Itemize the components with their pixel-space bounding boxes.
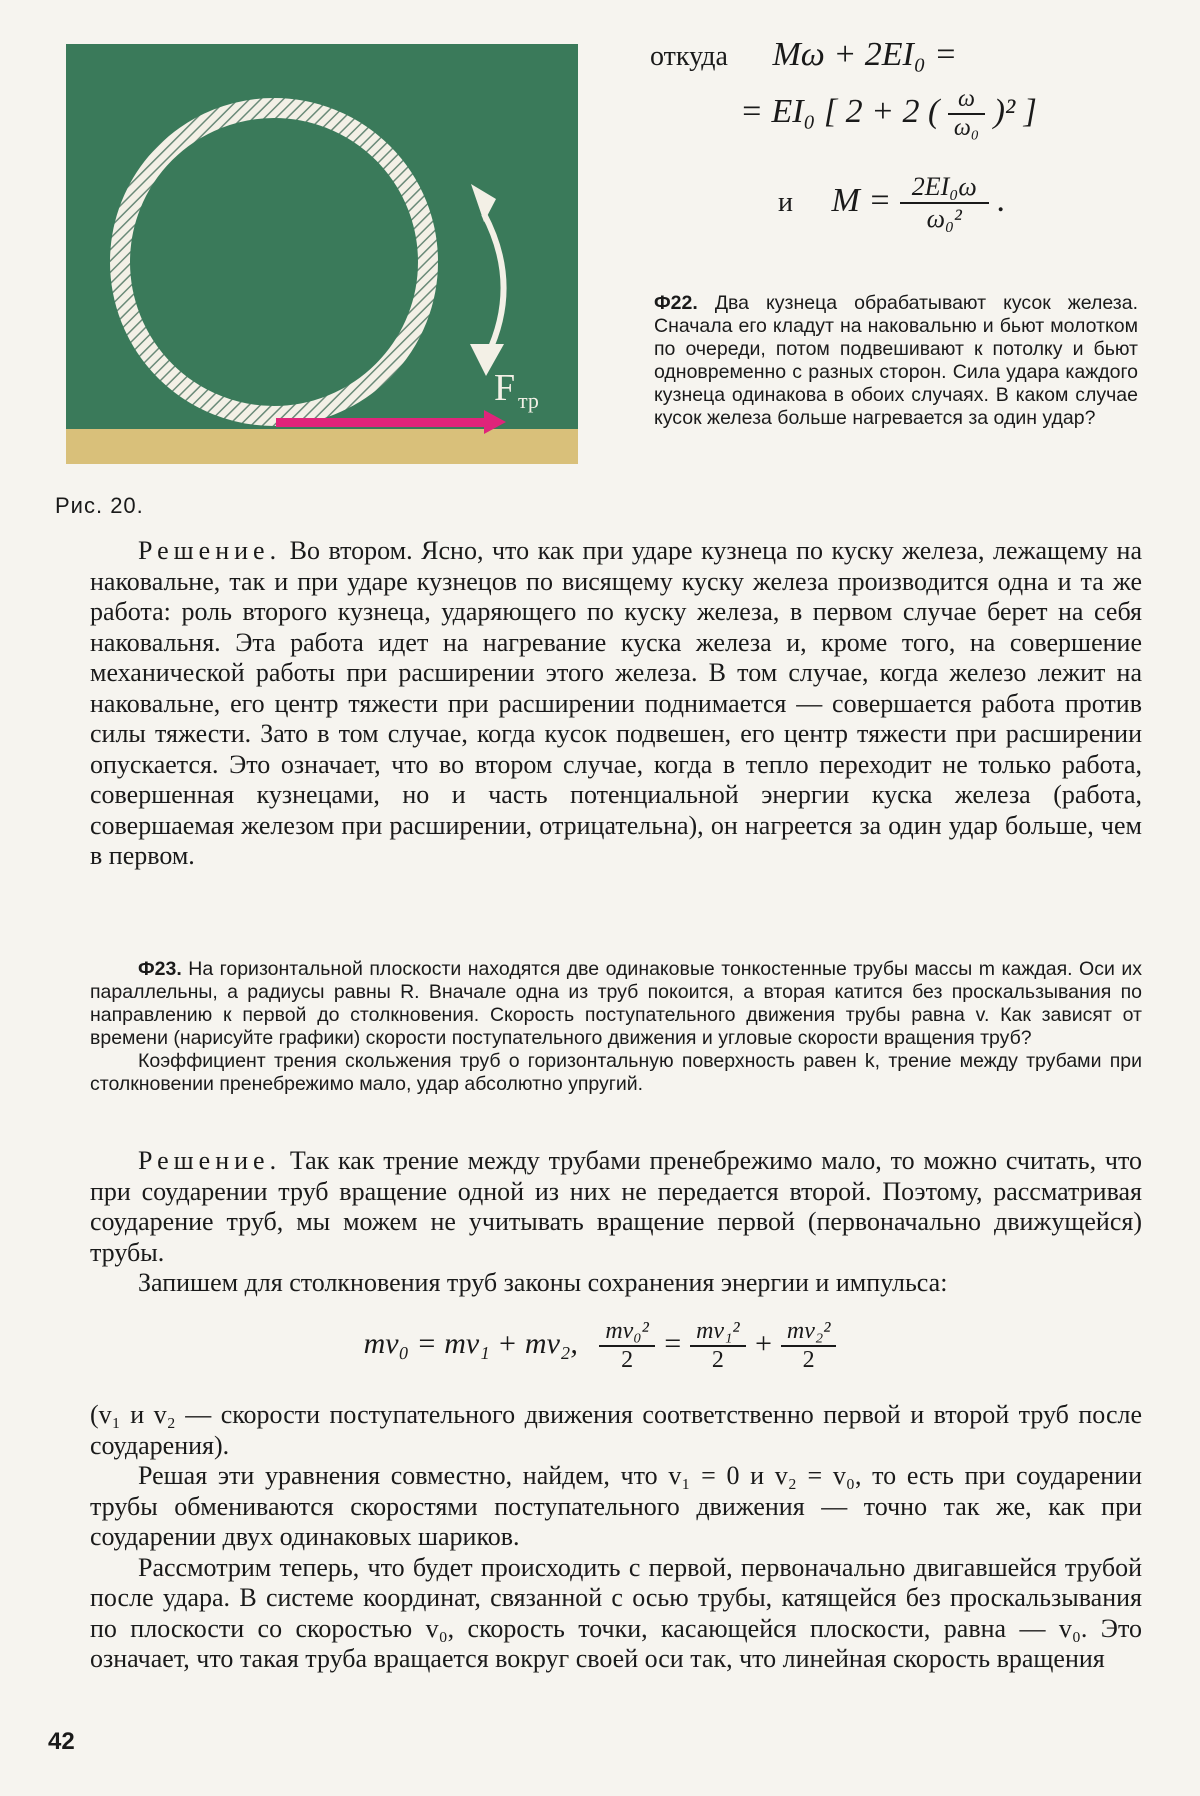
fraction <box>948 86 985 142</box>
paragraph: (v₁ и v₂ — скорости поступательного движения соответственно первой и второй труб после соударения). <box>90 1400 1142 1460</box>
floor <box>66 429 578 464</box>
paragraph <box>90 536 1142 872</box>
paragraph: Рассмотрим теперь, что будет происходить с первой, первоначально двигавшейся трубой после удара. В системе координат, связанной с осью трубы, катящейся без проскальзывания по плоскости со скоростью v₀, скорость точки, касающейся плоскости, равна — v₀. Это означает, что такая труба вращается вокруг своей оси так, что линейная скорость вращения <box>90 1552 1142 1673</box>
problem-text: Два кузнеца обрабатывают кусок железа. Сначала его кладут на наковальню и бьют молотком по очереди, потом подвешивают к потолку и бьют одновременно с разных сторон. Сила удара каждого кузнеца одинакова в обоих случаях. В каком случае кусок железа больше нагревается за один удар? <box>654 292 1138 429</box>
paragraph-text: Так как трение между трубами пренебрежимо мало, то можно считать, что при соударении труб вращение одной из них не передается второй. Поэтому, рассматривая соударение труб, мы можем не учитывать вращение первой (первоначально движущейся) трубы. <box>90 1146 1142 1267</box>
fraction-den: 2 <box>621 1347 634 1373</box>
word-and: и <box>778 186 793 218</box>
figure-20-drawing <box>66 44 578 464</box>
fraction-num: mv₂² <box>781 1318 837 1347</box>
problem-number: Ф23. <box>138 958 182 980</box>
fraction-num: ω <box>948 86 985 115</box>
fraction-den: ω₀ <box>953 115 980 141</box>
problem-text: На горизонтальной плоскости находятся две одинаковые тонкостенные трубы массы m каждая. Оси их параллельны, а радиусы равны R. Вначале одна из труб покоится, а вторая катится без проскальзывания по направлению к первой до столкновения. Скорость поступательного движения трубы равна v. Как зависят от времени (нарисуйте графики) скорости поступательного движения и угловые скорости вращения труб? <box>90 958 1143 1049</box>
fraction-num: mv₀² <box>599 1318 655 1347</box>
conservation-equations: mv₀ = mv₁ + mv₂, $\frac{\text{mv₀²}}{2}$ = $\frac{\text{mv₁²}}{2}$ + $\frac{\text{mv₂²}}{2}$ <box>0 1318 1200 1374</box>
fraction <box>900 172 989 234</box>
force-label: F <box>494 367 516 409</box>
paragraph-text: Во втором. Ясно, что как при ударе кузнеца по куску железа, лежащему на наковальне, так и при ударе кузнецов по висящему куску железа производится одна и та же работа: роль второго кузнеца, ударяющего по куску железа, в первом случае берет на себя наковальня. Эта работа идет на нагревание куска железа и, кроме того, на совершение механической работы при расширении этого железа. В том случае, когда железо лежит на наковальне, его центр тяжести при расширении поднимается — совершается работа против силы тяжести. Зато в том случае, когда кусок подвешен, его центр тяжести при расширении опускается. Это означает, что во втором случае, когда в тепло переходит не только работа, совершенная кузнецами, но и часть потенциальной энергии куска железа (работа, совершаемая железом при расширении, отрицательна), он нагреется за один удар больше, чем в первом. <box>90 536 1143 870</box>
formula-part: Mω + 2EI₀ = <box>772 36 958 73</box>
problem-23 <box>90 958 1142 1096</box>
formula-part: M = <box>831 181 892 219</box>
formula-part: . <box>997 181 1006 219</box>
equation-part: mv₀ = mv₁ + mv₂, <box>363 1326 578 1360</box>
problem-paragraph <box>90 958 1142 1050</box>
problem-number: Ф22. <box>654 292 698 314</box>
solution-label: Решение. <box>138 536 282 565</box>
fraction <box>690 1318 746 1374</box>
formula-line-3 <box>778 172 1006 234</box>
problem-22 <box>654 292 1138 430</box>
fraction-den: 2 <box>802 1347 815 1373</box>
word-from: откуда <box>650 41 728 72</box>
fraction <box>599 1318 655 1374</box>
figure-caption: Рис. 20. <box>55 493 144 518</box>
force-subscript: тр <box>518 388 539 413</box>
solution-23-continued <box>90 1400 1142 1675</box>
friction-force-arrow <box>276 418 488 427</box>
solution-22 <box>90 536 1142 872</box>
fraction-num: 2EI₀ω <box>900 172 989 204</box>
paragraph: Решая эти уравнения совместно, найдем, что v₁ = 0 и v₂ = v₀, то есть при соударении трубы обмениваются скоростями поступательного движения — точно так же, как при соударении двух одинаковых шариков. <box>90 1461 1142 1551</box>
fraction-den: ω₀² <box>926 204 962 233</box>
formula-line-2 <box>740 86 1037 142</box>
solution-label: Решение. <box>138 1146 282 1175</box>
fraction-den: 2 <box>711 1347 724 1373</box>
paragraph <box>90 1146 1142 1268</box>
page-number: 42 <box>48 1728 75 1755</box>
paragraph: Запишем для столкновения труб законы сохранения энергии и импульса: <box>138 1268 948 1297</box>
figure-20 <box>66 44 578 464</box>
fraction-num: mv₁² <box>690 1318 746 1347</box>
solution-23 <box>90 1146 1142 1299</box>
formula-part: = EI₀ [ 2 + 2 ( <box>740 92 940 130</box>
fraction <box>781 1318 837 1374</box>
formula-part: )² ] <box>993 92 1037 130</box>
problem-paragraph: Коэффициент трения скольжения труб о горизонтальную поверхность равен k, трение между трубами при столкновении пренебрежимо мало, удар абсолютно упругий. <box>90 1050 1142 1095</box>
formula-line-1 <box>650 36 957 74</box>
